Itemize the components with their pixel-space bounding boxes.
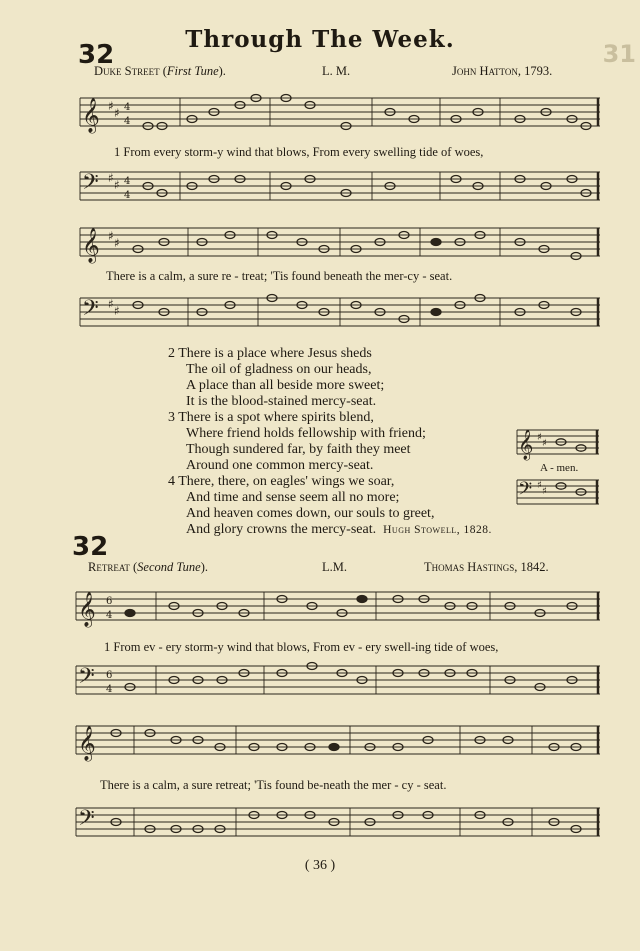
svg-text:4: 4: [124, 102, 131, 113]
svg-text:𝄢: 𝄢: [518, 479, 533, 504]
hymn1-author: Hugh Stowell, 1828.: [383, 524, 492, 536]
hymn2-lyric-text1: From ev - ery storm-y wind that blows, From ev - ery swell-ing tide of woes,: [113, 640, 499, 654]
hymn2-system1-bass-staff: [76, 664, 600, 700]
verse-line: [168, 522, 492, 538]
svg-text:𝄞: 𝄞: [82, 98, 100, 133]
hymn2-system2-bass-staff: [76, 806, 600, 842]
hymn1-system2-treble-staff: [80, 226, 600, 262]
hymn1-system1-treble-staff: [80, 96, 600, 132]
svg-text:4: 4: [124, 176, 131, 187]
hymn2-tune-heading: Retreat (Second Tune).: [88, 560, 208, 574]
verse-number: 2: [168, 346, 175, 361]
svg-text:♯: ♯: [114, 106, 120, 120]
hymn1-verse-2: [168, 346, 384, 410]
svg-text:𝄢: 𝄢: [82, 170, 99, 200]
hymn1-verse-3: [168, 410, 426, 474]
verse-line: Around one common mercy-seat.: [186, 458, 374, 473]
hymn1-number: 32: [78, 40, 115, 70]
verse-number: 4: [168, 474, 175, 489]
svg-text:4: 4: [106, 610, 113, 621]
hymn1-tune-heading: Duke Street (First Tune).: [94, 64, 226, 78]
amen-treble-staff: [517, 428, 599, 460]
verse-line: And time and sense seem all no more;: [186, 490, 400, 505]
svg-text:4: 4: [124, 116, 131, 127]
bleed-through-page-number: 31: [602, 40, 636, 68]
verse-line: A place than all beside more sweet;: [186, 378, 385, 393]
svg-text:𝄢: 𝄢: [82, 296, 99, 326]
hymn1-tune-label: First Tune: [166, 64, 219, 78]
svg-text:♯: ♯: [108, 297, 114, 311]
svg-text:𝄢: 𝄢: [78, 664, 95, 694]
verse-line: Where friend holds fellowship with friend;: [186, 426, 426, 441]
hymn2-meter: L.M.: [322, 560, 347, 574]
svg-text:♯: ♯: [114, 236, 120, 250]
hymn2-number: 32: [72, 532, 109, 562]
hymn2-lyric-line1: [104, 640, 498, 655]
svg-text:♯: ♯: [114, 178, 120, 192]
svg-text:♯: ♯: [542, 438, 547, 449]
verse-text: There is a spot where spirits blend,: [178, 410, 374, 425]
svg-text:♯: ♯: [108, 99, 114, 113]
hymn1-system2-bass-staff: [80, 296, 600, 332]
hymn2-tune-label: Second Tune: [137, 560, 201, 574]
svg-text:♯: ♯: [108, 171, 114, 185]
hymn1-lyric-line2: There is a calm, a sure re - treat; 'Tis found beneath the mer-cy - seat.: [106, 269, 453, 283]
svg-text:♯: ♯: [537, 480, 542, 491]
verse-line: [168, 474, 492, 490]
svg-text:♯: ♯: [542, 486, 547, 497]
svg-text:♯: ♯: [114, 304, 120, 318]
svg-text:♯: ♯: [537, 432, 542, 443]
page-title: Through The Week.: [185, 26, 455, 53]
amen-bass-staff: [517, 478, 599, 510]
hymn2-system2-treble-staff: [76, 724, 600, 760]
hymn1-system1-bass-staff: [80, 170, 600, 206]
svg-text:𝄞: 𝄞: [518, 430, 534, 460]
hymn2-system1-treble-staff: [76, 590, 600, 626]
svg-text:6: 6: [106, 670, 113, 681]
svg-text:6: 6: [106, 596, 113, 607]
verse-line: [168, 410, 426, 426]
hymn1-lyric-text1: From every storm-y wind that blows, From every swelling tide of woes,: [123, 145, 484, 159]
hymn2-composer: Thomas Hastings, 1842.: [424, 560, 549, 574]
hymn2-lyric-line2: There is a calm, a sure retreat; 'Tis found be-neath the mer - cy - seat.: [100, 778, 447, 792]
hymn1-lyric-verse-number: 1: [114, 145, 121, 159]
hymn1-verse-4: [168, 474, 492, 538]
verse-text: And glory crowns the mercy-seat.: [186, 522, 377, 537]
hymn1-lyric-line1: [114, 145, 483, 160]
svg-text:♯: ♯: [108, 229, 114, 243]
hymn1-tune-name: Duke Street: [94, 64, 160, 78]
page-number: ( 36 ): [304, 858, 336, 873]
amen-lyric: A - men.: [540, 462, 579, 474]
verse-line: The oil of gladness on our heads,: [186, 362, 372, 377]
svg-text:4: 4: [124, 190, 131, 201]
verse-line: It is the blood-stained mercy-seat.: [186, 394, 377, 409]
svg-text:𝄢: 𝄢: [78, 806, 95, 836]
verse-line: And heaven comes down, our souls to greet,: [186, 506, 435, 521]
verse-text: There, there, on eagles' wings we soar,: [178, 474, 395, 489]
svg-text:𝄞: 𝄞: [82, 228, 100, 263]
hymn1-meter: L. M.: [322, 64, 351, 78]
verse-number: 3: [168, 410, 175, 425]
verse-text: There is a place where Jesus sheds: [178, 346, 372, 361]
hymn2-tune-name: Retreat: [88, 560, 130, 574]
verse-line: Though sundered far, by faith they meet: [186, 442, 411, 457]
svg-text:4: 4: [106, 684, 113, 695]
svg-text:𝄞: 𝄞: [78, 592, 96, 627]
svg-text:𝄞: 𝄞: [78, 726, 96, 761]
hymn1-composer: John Hatton, 1793.: [452, 64, 553, 78]
hymn2-lyric-verse-number: 1: [104, 640, 111, 654]
verse-line: [168, 346, 384, 362]
